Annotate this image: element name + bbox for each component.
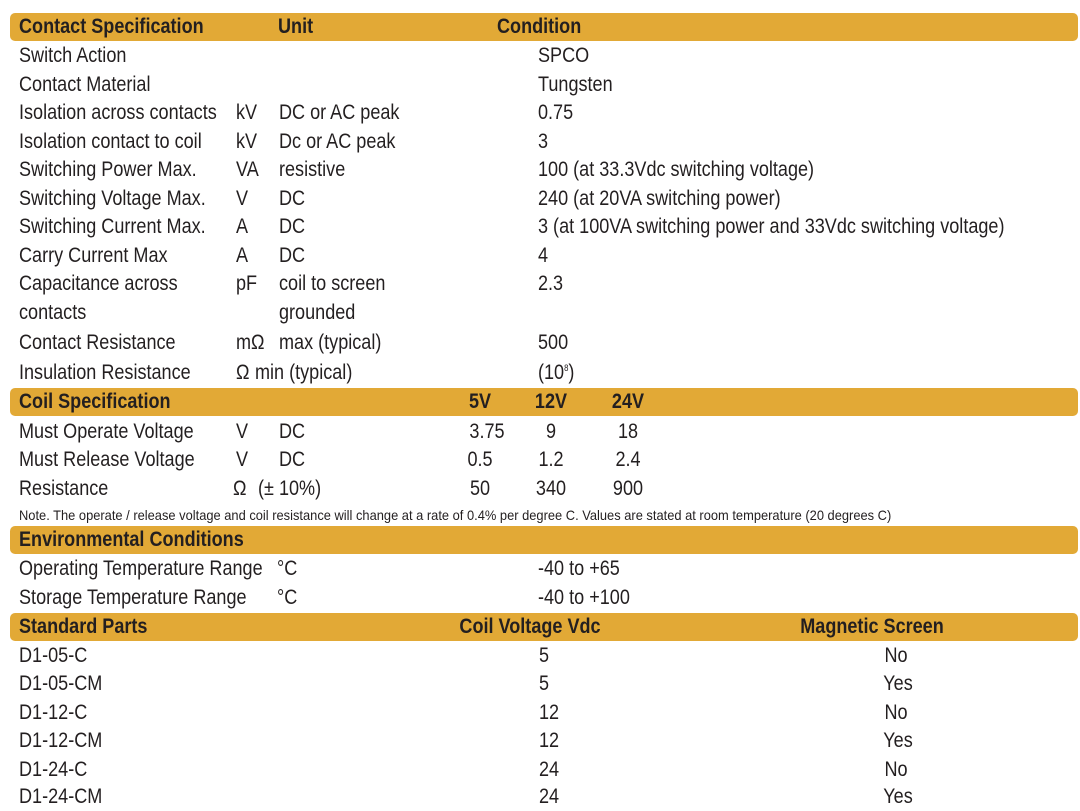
- part-number: D1-12-CM: [19, 729, 103, 752]
- environment-header: [10, 526, 1078, 554]
- param-condition: DC: [279, 448, 306, 471]
- param-label: Isolation across contacts: [19, 101, 217, 124]
- param-label: Carry Current Max: [19, 244, 168, 267]
- param-label: Storage Temperature Range: [19, 586, 247, 609]
- part-coil-voltage: 5: [538, 644, 550, 667]
- param-condition: DC: [279, 215, 306, 238]
- param-condition: coil to screen: [279, 272, 386, 295]
- param-value: -40 to +65: [538, 557, 620, 580]
- param-condition: DC: [279, 420, 306, 443]
- param-label: Must Operate Voltage: [19, 420, 194, 443]
- standard-parts-title: Standard Parts: [19, 615, 148, 638]
- value-12v: 340: [535, 477, 567, 500]
- param-value: 2.3: [538, 272, 564, 295]
- param-value: Tungsten: [538, 73, 613, 96]
- part-coil-voltage: 12: [538, 701, 560, 724]
- param-condition-continued: grounded: [279, 301, 356, 324]
- param-unit: °C: [277, 557, 298, 580]
- param-label: Switching Power Max.: [19, 158, 197, 181]
- part-coil-voltage: 24: [538, 758, 560, 781]
- value-12v: 1.2: [538, 448, 564, 471]
- standard-parts-header: [10, 613, 1078, 641]
- param-condition: min (typical): [255, 361, 353, 384]
- coil-5v-header: 5V: [468, 390, 492, 413]
- part-number: D1-12-C: [19, 701, 88, 724]
- part-magnetic-screen: No: [884, 701, 908, 724]
- param-value: 3 (at 100VA switching power and 33Vdc switching voltage): [538, 215, 1005, 238]
- param-label: Contact Material: [19, 73, 151, 96]
- param-unit: kV: [236, 130, 258, 153]
- param-value: SPCO: [538, 44, 590, 67]
- value-24v: 2.4: [615, 448, 641, 471]
- coil-spec-title: Coil Specification: [19, 390, 171, 413]
- coil-spec-header: [10, 388, 1078, 416]
- param-value: 3: [538, 130, 549, 153]
- part-magnetic-screen: No: [884, 644, 908, 667]
- param-condition: DC: [279, 244, 306, 267]
- param-unit: mΩ: [236, 331, 265, 354]
- param-unit: A: [236, 244, 249, 267]
- value-12v: 9: [545, 420, 557, 443]
- param-label: Switch Action: [19, 44, 127, 67]
- param-condition: DC or AC peak: [279, 101, 400, 124]
- param-unit: kV: [236, 101, 258, 124]
- part-magnetic-screen: Yes: [883, 785, 913, 808]
- param-value: 500: [538, 331, 569, 354]
- param-label: Capacitance across: [19, 272, 178, 295]
- param-value: 100 (at 33.3Vdc switching voltage): [538, 158, 815, 181]
- param-label-continued: contacts: [19, 301, 87, 324]
- value-5v: 50: [469, 477, 491, 500]
- param-label: Insulation Resistance: [19, 361, 191, 384]
- part-magnetic-screen: Yes: [883, 729, 913, 752]
- value-24v: 900: [612, 477, 644, 500]
- part-number: D1-24-CM: [19, 785, 103, 808]
- param-label: Must Release Voltage: [19, 448, 195, 471]
- part-number: D1-05-CM: [19, 672, 103, 695]
- unit-column-header: Unit: [278, 15, 314, 38]
- value-5v: 0.5: [467, 448, 493, 471]
- param-unit: °C: [277, 586, 298, 609]
- value-5v: 3.75: [469, 420, 505, 443]
- param-value: 0.75: [538, 101, 574, 124]
- contact-spec-header: [10, 13, 1078, 41]
- param-unit: Ω: [233, 477, 247, 500]
- param-label: Operating Temperature Range: [19, 557, 263, 580]
- coil-note: Note. The operate / release voltage and coil resistance will change at a rate of 0.4% per degree C. Values are stated at room temperature (20 degrees C): [19, 507, 892, 523]
- part-number: D1-05-C: [19, 644, 88, 667]
- param-unit: VA: [236, 158, 259, 181]
- param-label: Resistance: [19, 477, 109, 500]
- part-coil-voltage: 12: [538, 729, 560, 752]
- param-condition: resistive: [279, 158, 346, 181]
- magnetic-screen-column-header: Magnetic Screen: [800, 615, 944, 638]
- coil-24v-header: 24V: [611, 390, 645, 413]
- param-unit: pF: [236, 272, 258, 295]
- environment-title: Environmental Conditions: [19, 528, 244, 551]
- param-unit: A: [236, 215, 249, 238]
- value-24v: 18: [617, 420, 639, 443]
- param-condition: Dc or AC peak: [279, 130, 396, 153]
- param-value: $(10^8)$: [538, 361, 575, 384]
- param-value: 4: [538, 244, 549, 267]
- param-label: Switching Current Max.: [19, 215, 206, 238]
- param-unit: V: [236, 448, 249, 471]
- coil-12v-header: 12V: [534, 390, 568, 413]
- param-condition: DC: [279, 187, 306, 210]
- coil-voltage-column-header: Coil Voltage Vdc: [459, 615, 601, 638]
- param-label: Isolation contact to coil: [19, 130, 202, 153]
- part-coil-voltage: 5: [538, 672, 550, 695]
- param-unit: V: [236, 187, 249, 210]
- param-value: 240 (at 20VA switching power): [538, 187, 781, 210]
- condition-column-header: Condition: [497, 15, 582, 38]
- param-condition: (± 10%): [258, 477, 322, 500]
- param-label: Contact Resistance: [19, 331, 176, 354]
- param-unit: V: [236, 420, 249, 443]
- part-number: D1-24-C: [19, 758, 88, 781]
- param-unit: Ω: [236, 361, 250, 384]
- part-magnetic-screen: No: [884, 758, 908, 781]
- contact-spec-title: Contact Specification: [19, 15, 204, 38]
- part-magnetic-screen: Yes: [883, 672, 913, 695]
- param-label: Switching Voltage Max.: [19, 187, 206, 210]
- param-condition: max (typical): [279, 331, 382, 354]
- param-value: -40 to +100: [538, 586, 630, 609]
- part-coil-voltage: 24: [538, 785, 560, 808]
